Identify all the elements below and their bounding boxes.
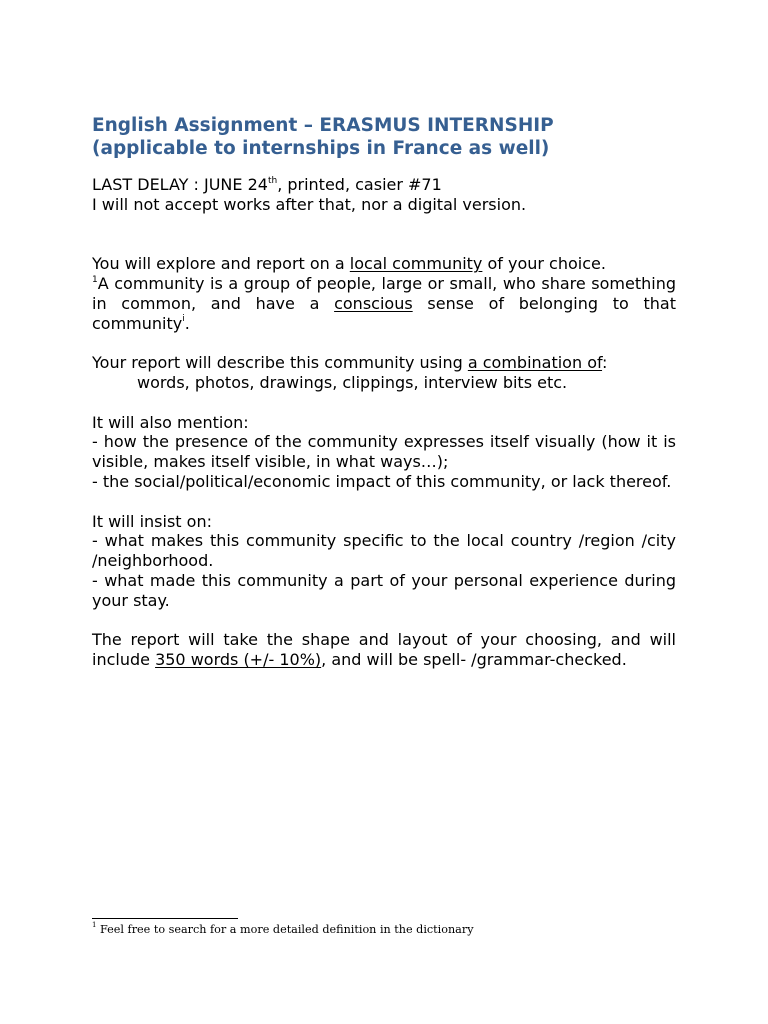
deadline-note: I will not accept works after that, nor a digital version. [92,194,527,214]
footnote-ref: 1 [92,274,98,285]
intro-line [92,254,676,274]
definition-text-b: sense of belonging to that community [92,293,676,333]
deadline-prefix: LAST DELAY : JUNE 24 [92,175,268,194]
insist-heading: It will insist on: [92,511,212,531]
intro-text-b: of your choice. [482,254,606,274]
combination-term: a combination of [467,353,603,373]
community-definition [92,274,676,333]
intro-paragraph [92,254,676,333]
title-line-2: (applicable to internships in France as well) [92,138,550,159]
deadline-line [92,175,676,195]
deadline-ordinal: th [267,175,278,186]
shape-paragraph [92,630,676,670]
intro-text-a: You will explore and report on a [92,254,350,274]
mention-item-impact: - the social/political/economic impact of this community, or lack thereof. [92,471,672,491]
shape-text-b: , and will be spell- /grammar-checked. [321,650,627,670]
definition-end: . [184,313,190,333]
title-line-1: English Assignment – ERASMUS INTERNSHIP [92,115,554,136]
combination-colon: : [602,353,608,373]
shape-text-a: The report will take the shape and layout of your choosing, and will include [92,630,676,670]
footnote-text: Feel free to search for a more detailed definition in the dictionary [96,923,474,936]
footnote-number: 1 [92,921,97,930]
word-count-term: 350 words (+/- 10%) [155,650,322,670]
definition-text-a: A community is a group of people, large or small, who share something in common, and have a [92,273,676,313]
mention-item-visibility: - how the presence of the community expresses itself visually (how it is visible, makes itself visible, in what ways…); [92,432,676,472]
conscious-term: conscious [334,293,413,313]
footnote [92,923,474,937]
document-title [92,114,676,160]
combination-text: Your report will describe this community using [92,353,468,373]
media-list: words, photos, drawings, clippings, interview bits etc. [137,372,568,392]
document-body [92,114,676,670]
deadline-suffix: , printed, casier #71 [277,175,442,194]
combination-paragraph [92,353,676,373]
mention-heading: It will also mention: [92,412,249,432]
endnote-ref: i [182,314,185,325]
local-community-term: local community [349,254,483,274]
insist-item-specific: - what makes this community specific to the local country /region /city /neighborhood. [92,531,676,571]
footnote-separator [92,918,238,919]
insist-item-personal: - what made this community a part of your personal experience during your stay. [92,570,676,610]
